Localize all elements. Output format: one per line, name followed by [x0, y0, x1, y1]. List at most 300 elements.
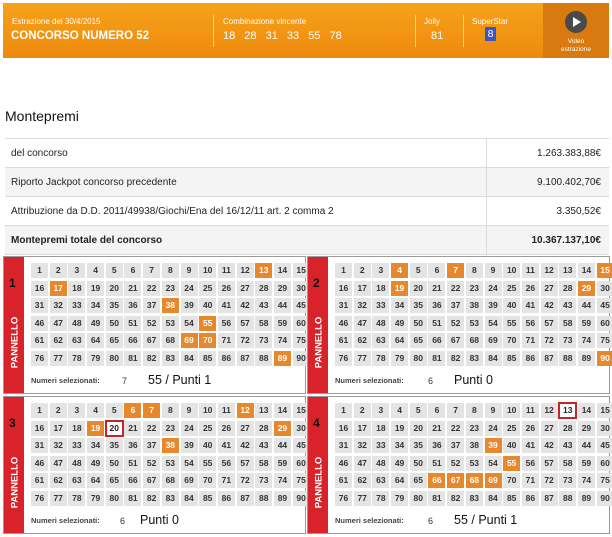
number-cell[interactable]: 27 [237, 281, 254, 296]
number-cell[interactable]: 28 [559, 281, 576, 296]
number-cell[interactable]: 51 [428, 316, 445, 331]
number-cell[interactable]: 58 [559, 316, 576, 331]
number-cell[interactable]: 11 [218, 263, 235, 278]
number-cell[interactable]: 22 [447, 281, 464, 296]
number-cell[interactable]: 52 [447, 316, 464, 331]
number-cell[interactable]: 1 [31, 263, 48, 278]
number-cell[interactable]: 23 [162, 421, 179, 436]
number-cell[interactable]: 42 [541, 298, 558, 313]
number-cell[interactable]: 60 [293, 456, 310, 471]
number-cell[interactable]: 85 [503, 491, 520, 506]
number-cell[interactable]: 88 [255, 491, 272, 506]
number-cell[interactable]: 3 [372, 403, 389, 418]
number-cell[interactable]: 84 [485, 351, 502, 366]
number-cell[interactable]: 66 [124, 473, 141, 488]
number-cell[interactable]: 60 [293, 316, 310, 331]
number-cell[interactable]: 76 [335, 491, 352, 506]
number-cell[interactable]: 17 [354, 281, 371, 296]
number-cell[interactable]: 25 [199, 421, 216, 436]
number-cell[interactable]: 24 [181, 281, 198, 296]
number-cell[interactable]: 6 [428, 403, 445, 418]
number-cell[interactable]: 26 [218, 281, 235, 296]
number-cell[interactable]: 45 [597, 438, 612, 453]
number-cell[interactable]: 82 [143, 491, 160, 506]
number-cell[interactable]: 49 [87, 316, 104, 331]
number-cell[interactable]: 14 [578, 403, 595, 418]
number-cell[interactable]: 38 [162, 438, 179, 453]
number-cell[interactable]: 19 [391, 281, 408, 296]
number-cell[interactable]: 25 [503, 281, 520, 296]
number-cell[interactable]: 46 [335, 316, 352, 331]
number-cell[interactable]: 56 [522, 456, 539, 471]
number-cell[interactable]: 81 [428, 351, 445, 366]
number-cell[interactable]: 39 [181, 438, 198, 453]
number-cell[interactable]: 23 [466, 281, 483, 296]
number-cell[interactable]: 76 [335, 351, 352, 366]
number-cell[interactable]: 41 [522, 298, 539, 313]
number-cell[interactable]: 90 [597, 351, 612, 366]
number-cell[interactable]: 64 [87, 473, 104, 488]
number-cell[interactable]: 42 [541, 438, 558, 453]
number-cell[interactable]: 87 [237, 491, 254, 506]
number-cell[interactable]: 6 [124, 263, 141, 278]
number-cell[interactable]: 48 [68, 456, 85, 471]
number-cell[interactable]: 38 [466, 438, 483, 453]
number-cell[interactable]: 46 [335, 456, 352, 471]
number-cell[interactable]: 15 [597, 263, 612, 278]
number-cell[interactable]: 13 [255, 403, 272, 418]
number-cell[interactable]: 58 [255, 316, 272, 331]
number-cell[interactable]: 85 [199, 351, 216, 366]
number-cell[interactable]: 30 [597, 421, 612, 436]
number-cell[interactable]: 73 [559, 473, 576, 488]
number-cell[interactable]: 67 [143, 333, 160, 348]
number-cell[interactable]: 60 [597, 456, 612, 471]
number-cell[interactable]: 75 [597, 473, 612, 488]
number-cell[interactable]: 51 [428, 456, 445, 471]
number-cell[interactable]: 25 [503, 421, 520, 436]
number-cell[interactable]: 84 [181, 491, 198, 506]
number-cell[interactable]: 87 [237, 351, 254, 366]
number-cell[interactable]: 2 [354, 263, 371, 278]
number-cell[interactable]: 34 [391, 438, 408, 453]
number-cell[interactable]: 41 [218, 438, 235, 453]
number-cell[interactable]: 52 [143, 316, 160, 331]
number-cell[interactable]: 42 [237, 298, 254, 313]
number-cell[interactable]: 68 [466, 473, 483, 488]
number-cell[interactable]: 19 [87, 281, 104, 296]
number-cell[interactable]: 46 [31, 456, 48, 471]
number-cell[interactable]: 14 [274, 403, 291, 418]
number-cell[interactable]: 39 [485, 438, 502, 453]
number-cell[interactable]: 23 [466, 421, 483, 436]
number-cell[interactable]: 76 [31, 491, 48, 506]
number-cell[interactable]: 29 [274, 281, 291, 296]
number-cell[interactable]: 16 [335, 281, 352, 296]
number-cell[interactable]: 27 [541, 281, 558, 296]
number-cell[interactable]: 6 [124, 403, 141, 418]
number-cell[interactable]: 79 [87, 351, 104, 366]
number-cell[interactable]: 61 [335, 333, 352, 348]
number-cell[interactable]: 77 [354, 491, 371, 506]
number-cell[interactable]: 32 [354, 298, 371, 313]
number-cell[interactable]: 8 [466, 263, 483, 278]
number-cell[interactable]: 64 [391, 333, 408, 348]
number-cell[interactable]: 74 [578, 333, 595, 348]
number-cell[interactable]: 15 [293, 403, 310, 418]
number-cell[interactable]: 72 [237, 473, 254, 488]
number-cell[interactable]: 65 [410, 333, 427, 348]
number-cell[interactable]: 73 [255, 473, 272, 488]
number-cell[interactable]: 83 [162, 351, 179, 366]
number-cell[interactable]: 38 [162, 298, 179, 313]
number-cell[interactable]: 80 [106, 491, 123, 506]
number-cell[interactable]: 13 [559, 263, 576, 278]
number-cell[interactable]: 51 [124, 316, 141, 331]
number-cell[interactable]: 70 [199, 333, 216, 348]
number-cell[interactable]: 53 [162, 316, 179, 331]
number-cell[interactable]: 78 [68, 491, 85, 506]
number-cell[interactable]: 32 [354, 438, 371, 453]
number-cell[interactable]: 56 [218, 316, 235, 331]
number-cell[interactable]: 28 [255, 281, 272, 296]
number-cell[interactable]: 9 [181, 263, 198, 278]
play-icon[interactable] [565, 11, 587, 33]
number-cell[interactable]: 72 [541, 333, 558, 348]
number-cell[interactable]: 56 [522, 316, 539, 331]
number-cell[interactable]: 34 [87, 298, 104, 313]
number-cell[interactable]: 69 [485, 333, 502, 348]
number-cell[interactable]: 30 [597, 281, 612, 296]
number-cell[interactable]: 63 [68, 333, 85, 348]
number-cell[interactable]: 10 [199, 403, 216, 418]
number-cell[interactable]: 46 [31, 316, 48, 331]
number-cell[interactable]: 83 [466, 351, 483, 366]
number-cell[interactable]: 85 [199, 491, 216, 506]
number-cell[interactable]: 43 [559, 438, 576, 453]
number-cell[interactable]: 72 [541, 473, 558, 488]
number-cell[interactable]: 16 [335, 421, 352, 436]
number-cell[interactable]: 49 [391, 316, 408, 331]
number-cell[interactable]: 71 [218, 333, 235, 348]
number-cell[interactable]: 77 [50, 351, 67, 366]
number-cell[interactable]: 35 [410, 298, 427, 313]
number-cell[interactable]: 34 [391, 298, 408, 313]
number-cell[interactable]: 28 [559, 421, 576, 436]
number-cell[interactable]: 10 [503, 263, 520, 278]
number-cell[interactable]: 50 [410, 456, 427, 471]
number-cell[interactable]: 67 [447, 333, 464, 348]
number-cell[interactable]: 61 [31, 333, 48, 348]
number-cell[interactable]: 80 [410, 351, 427, 366]
number-cell[interactable]: 48 [372, 456, 389, 471]
number-cell[interactable]: 32 [50, 298, 67, 313]
number-cell[interactable]: 54 [485, 456, 502, 471]
number-cell[interactable]: 77 [354, 351, 371, 366]
number-cell[interactable]: 37 [143, 438, 160, 453]
number-cell[interactable]: 18 [372, 281, 389, 296]
number-cell[interactable]: 13 [559, 403, 576, 418]
number-cell[interactable]: 63 [372, 473, 389, 488]
number-cell[interactable]: 8 [466, 403, 483, 418]
number-cell[interactable]: 33 [68, 438, 85, 453]
number-cell[interactable]: 29 [578, 421, 595, 436]
number-cell[interactable]: 5 [106, 263, 123, 278]
number-cell[interactable]: 4 [87, 403, 104, 418]
number-cell[interactable]: 40 [503, 438, 520, 453]
number-cell[interactable]: 2 [50, 263, 67, 278]
number-cell[interactable]: 84 [181, 351, 198, 366]
number-cell[interactable]: 26 [522, 421, 539, 436]
number-cell[interactable]: 68 [162, 333, 179, 348]
number-cell[interactable]: 73 [559, 333, 576, 348]
number-cell[interactable]: 55 [503, 316, 520, 331]
number-cell[interactable]: 85 [503, 351, 520, 366]
number-cell[interactable]: 36 [428, 438, 445, 453]
number-cell[interactable]: 43 [255, 298, 272, 313]
number-cell[interactable]: 19 [391, 421, 408, 436]
number-cell[interactable]: 76 [31, 351, 48, 366]
number-cell[interactable]: 63 [372, 333, 389, 348]
number-cell[interactable]: 42 [237, 438, 254, 453]
number-cell[interactable]: 18 [372, 421, 389, 436]
number-cell[interactable]: 2 [354, 403, 371, 418]
number-cell[interactable]: 78 [372, 491, 389, 506]
number-cell[interactable]: 43 [559, 298, 576, 313]
number-cell[interactable]: 24 [485, 421, 502, 436]
number-cell[interactable]: 3 [68, 263, 85, 278]
number-cell[interactable]: 88 [559, 491, 576, 506]
number-cell[interactable]: 7 [447, 263, 464, 278]
number-cell[interactable]: 80 [106, 351, 123, 366]
number-cell[interactable]: 59 [274, 456, 291, 471]
number-cell[interactable]: 87 [541, 351, 558, 366]
number-cell[interactable]: 36 [428, 298, 445, 313]
number-cell[interactable]: 45 [293, 438, 310, 453]
number-cell[interactable]: 33 [68, 298, 85, 313]
number-cell[interactable]: 35 [410, 438, 427, 453]
number-cell[interactable]: 82 [143, 351, 160, 366]
number-cell[interactable]: 69 [181, 333, 198, 348]
number-cell[interactable]: 47 [50, 456, 67, 471]
number-cell[interactable]: 9 [485, 263, 502, 278]
number-cell[interactable]: 16 [31, 421, 48, 436]
number-cell[interactable]: 67 [143, 473, 160, 488]
number-cell[interactable]: 5 [410, 403, 427, 418]
number-cell[interactable]: 12 [237, 403, 254, 418]
number-cell[interactable]: 17 [354, 421, 371, 436]
number-cell[interactable]: 47 [354, 456, 371, 471]
number-cell[interactable]: 53 [466, 316, 483, 331]
number-cell[interactable]: 62 [50, 473, 67, 488]
number-cell[interactable]: 12 [237, 263, 254, 278]
number-cell[interactable]: 35 [106, 298, 123, 313]
number-cell[interactable]: 70 [503, 473, 520, 488]
number-cell[interactable]: 59 [274, 316, 291, 331]
number-cell[interactable]: 5 [106, 403, 123, 418]
number-cell[interactable]: 59 [578, 456, 595, 471]
number-cell[interactable]: 60 [597, 316, 612, 331]
number-cell[interactable]: 20 [106, 421, 123, 436]
number-cell[interactable]: 9 [485, 403, 502, 418]
number-cell[interactable]: 8 [162, 263, 179, 278]
number-cell[interactable]: 15 [293, 263, 310, 278]
number-cell[interactable]: 52 [143, 456, 160, 471]
number-cell[interactable]: 13 [255, 263, 272, 278]
number-cell[interactable]: 70 [503, 333, 520, 348]
number-cell[interactable]: 55 [199, 316, 216, 331]
number-cell[interactable]: 77 [50, 491, 67, 506]
number-cell[interactable]: 55 [199, 456, 216, 471]
number-cell[interactable]: 86 [218, 351, 235, 366]
number-cell[interactable]: 70 [199, 473, 216, 488]
number-cell[interactable]: 74 [274, 473, 291, 488]
number-cell[interactable]: 72 [237, 333, 254, 348]
number-cell[interactable]: 44 [578, 298, 595, 313]
number-cell[interactable]: 47 [354, 316, 371, 331]
number-cell[interactable]: 40 [199, 438, 216, 453]
number-cell[interactable]: 11 [522, 403, 539, 418]
number-cell[interactable]: 75 [293, 473, 310, 488]
number-cell[interactable]: 1 [335, 403, 352, 418]
number-cell[interactable]: 36 [124, 298, 141, 313]
number-cell[interactable]: 83 [162, 491, 179, 506]
number-cell[interactable]: 50 [106, 316, 123, 331]
number-cell[interactable]: 35 [106, 438, 123, 453]
number-cell[interactable]: 36 [124, 438, 141, 453]
number-cell[interactable]: 23 [162, 281, 179, 296]
number-cell[interactable]: 30 [293, 281, 310, 296]
number-cell[interactable]: 48 [68, 316, 85, 331]
number-cell[interactable]: 89 [274, 491, 291, 506]
number-cell[interactable]: 38 [466, 298, 483, 313]
number-cell[interactable]: 84 [485, 491, 502, 506]
number-cell[interactable]: 11 [218, 403, 235, 418]
number-cell[interactable]: 71 [218, 473, 235, 488]
number-cell[interactable]: 61 [335, 473, 352, 488]
number-cell[interactable]: 62 [354, 333, 371, 348]
number-cell[interactable]: 20 [410, 281, 427, 296]
number-cell[interactable]: 54 [485, 316, 502, 331]
number-cell[interactable]: 44 [274, 438, 291, 453]
number-cell[interactable]: 74 [274, 333, 291, 348]
number-cell[interactable]: 81 [428, 491, 445, 506]
number-cell[interactable]: 19 [87, 421, 104, 436]
number-cell[interactable]: 31 [31, 438, 48, 453]
number-cell[interactable]: 86 [218, 491, 235, 506]
number-cell[interactable]: 39 [485, 298, 502, 313]
number-cell[interactable]: 65 [106, 473, 123, 488]
number-cell[interactable]: 88 [255, 351, 272, 366]
number-cell[interactable]: 57 [237, 456, 254, 471]
number-cell[interactable]: 18 [68, 421, 85, 436]
number-cell[interactable]: 69 [485, 473, 502, 488]
number-cell[interactable]: 29 [274, 421, 291, 436]
number-cell[interactable]: 89 [274, 351, 291, 366]
number-cell[interactable]: 9 [181, 403, 198, 418]
number-cell[interactable]: 4 [391, 403, 408, 418]
number-cell[interactable]: 12 [541, 403, 558, 418]
number-cell[interactable]: 87 [541, 491, 558, 506]
number-cell[interactable]: 69 [181, 473, 198, 488]
number-cell[interactable]: 74 [578, 473, 595, 488]
number-cell[interactable]: 58 [255, 456, 272, 471]
number-cell[interactable]: 82 [447, 491, 464, 506]
number-cell[interactable]: 67 [447, 473, 464, 488]
number-cell[interactable]: 66 [428, 333, 445, 348]
number-cell[interactable]: 51 [124, 456, 141, 471]
number-cell[interactable]: 43 [255, 438, 272, 453]
number-cell[interactable]: 50 [106, 456, 123, 471]
number-cell[interactable]: 45 [597, 298, 612, 313]
number-cell[interactable]: 37 [447, 298, 464, 313]
number-cell[interactable]: 82 [447, 351, 464, 366]
number-cell[interactable]: 4 [391, 263, 408, 278]
number-cell[interactable]: 86 [522, 351, 539, 366]
number-cell[interactable]: 90 [293, 351, 310, 366]
number-cell[interactable]: 88 [559, 351, 576, 366]
number-cell[interactable]: 22 [143, 421, 160, 436]
number-cell[interactable]: 10 [503, 403, 520, 418]
number-cell[interactable]: 37 [143, 298, 160, 313]
number-cell[interactable]: 31 [335, 438, 352, 453]
number-cell[interactable]: 41 [522, 438, 539, 453]
number-cell[interactable]: 89 [578, 351, 595, 366]
number-cell[interactable]: 81 [124, 351, 141, 366]
number-cell[interactable]: 89 [578, 491, 595, 506]
number-cell[interactable]: 3 [68, 403, 85, 418]
number-cell[interactable]: 61 [31, 473, 48, 488]
number-cell[interactable]: 33 [372, 298, 389, 313]
number-cell[interactable]: 15 [597, 403, 612, 418]
number-cell[interactable]: 2 [50, 403, 67, 418]
number-cell[interactable]: 71 [522, 333, 539, 348]
number-cell[interactable]: 21 [428, 421, 445, 436]
number-cell[interactable]: 65 [106, 333, 123, 348]
number-cell[interactable]: 73 [255, 333, 272, 348]
number-cell[interactable]: 3 [372, 263, 389, 278]
number-cell[interactable]: 47 [50, 316, 67, 331]
number-cell[interactable]: 63 [68, 473, 85, 488]
number-cell[interactable]: 32 [50, 438, 67, 453]
number-cell[interactable]: 12 [541, 263, 558, 278]
number-cell[interactable]: 5 [410, 263, 427, 278]
number-cell[interactable]: 86 [522, 491, 539, 506]
number-cell[interactable]: 55 [503, 456, 520, 471]
number-cell[interactable]: 11 [522, 263, 539, 278]
number-cell[interactable]: 27 [237, 421, 254, 436]
number-cell[interactable]: 49 [391, 456, 408, 471]
number-cell[interactable]: 79 [391, 351, 408, 366]
number-cell[interactable]: 16 [31, 281, 48, 296]
number-cell[interactable]: 22 [447, 421, 464, 436]
number-cell[interactable]: 71 [522, 473, 539, 488]
number-cell[interactable]: 31 [31, 298, 48, 313]
number-cell[interactable]: 64 [87, 333, 104, 348]
number-cell[interactable]: 53 [466, 456, 483, 471]
number-cell[interactable]: 20 [410, 421, 427, 436]
number-cell[interactable]: 40 [503, 298, 520, 313]
number-cell[interactable]: 52 [447, 456, 464, 471]
number-cell[interactable]: 39 [181, 298, 198, 313]
number-cell[interactable]: 10 [199, 263, 216, 278]
number-cell[interactable]: 26 [522, 281, 539, 296]
number-cell[interactable]: 57 [541, 456, 558, 471]
number-cell[interactable]: 90 [293, 491, 310, 506]
number-cell[interactable]: 75 [597, 333, 612, 348]
number-cell[interactable]: 21 [428, 281, 445, 296]
number-cell[interactable]: 81 [124, 491, 141, 506]
